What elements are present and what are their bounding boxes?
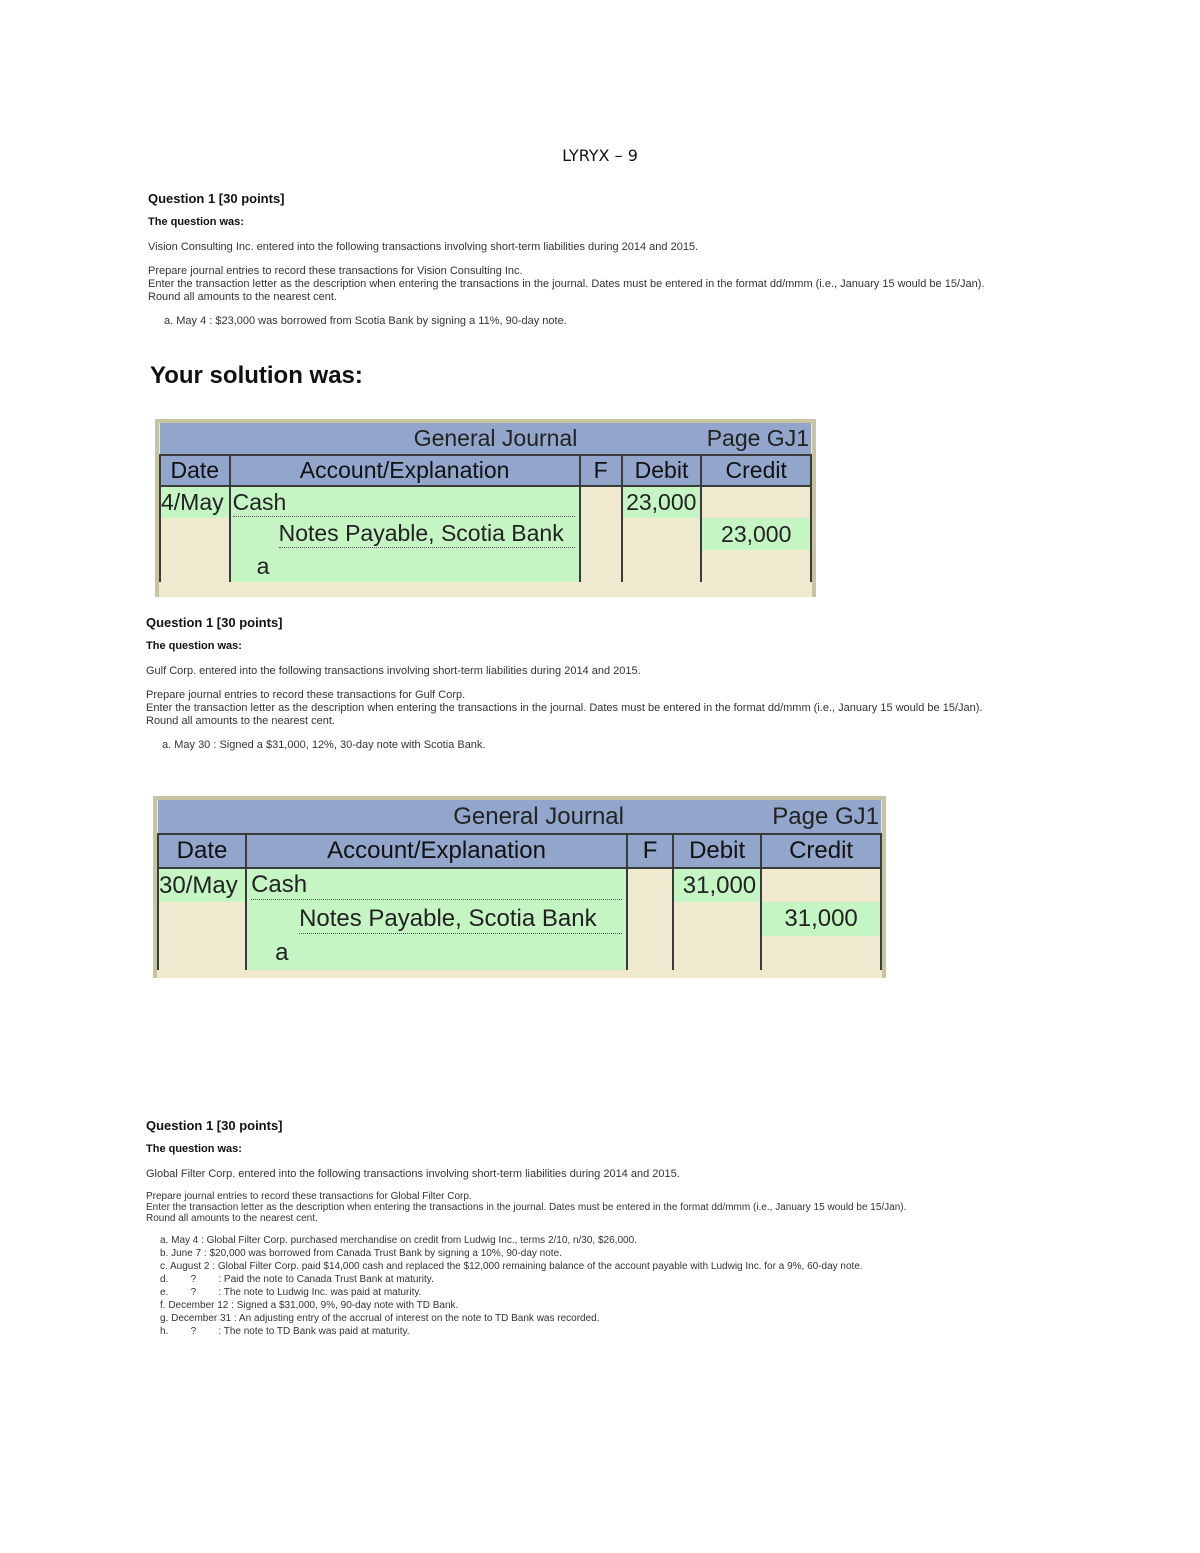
transaction-list	[148, 315, 984, 328]
list-item: a. May 30 : Signed a $31,000, 12%, 30-day note with Scotia Bank.	[162, 739, 486, 751]
column-header-f: F	[580, 455, 622, 486]
debit-cell[interactable]: 31,000	[673, 868, 761, 902]
date-cell[interactable]: 4/May	[160, 486, 230, 518]
table-row	[160, 486, 811, 518]
column-header-f: F	[627, 834, 673, 868]
credit-cell[interactable]: 23,000	[701, 518, 811, 550]
column-header-date: Date	[160, 455, 230, 486]
question-intro: Global Filter Corp. entered into the following transactions involving short-term liabilities during 2014 and 2015.	[146, 1168, 680, 1180]
account-cell[interactable]: Cash	[246, 868, 627, 902]
question-intro: Vision Consulting Inc. entered into the following transactions involving short-term liabilities during 2014 and 2015.	[148, 241, 699, 253]
question-heading: Question 1 [30 points]	[148, 191, 285, 206]
date-cell	[160, 518, 230, 550]
column-header-credit: Credit	[701, 455, 811, 486]
question-instructions: Prepare journal entries to record these transactions for Vision Consulting Inc. Enter the transaction letter as the description when entering the transactions in the journal. Dates must be entered in the format dd/mmm (i.e., January 15 would be 15/Jan). Round all amounts to the nearest cent.	[148, 265, 985, 303]
column-header-debit: Debit	[673, 834, 761, 868]
transaction-list	[146, 739, 982, 752]
table-row	[158, 902, 881, 936]
credit-cell[interactable]: 31,000	[761, 902, 881, 936]
question-instructions: Prepare journal entries to record these transactions for Gulf Corp. Enter the transaction letter as the description when entering the transactions in the journal. Dates must be entered in the format dd/mmm (i.e., January 15 would be 15/Jan). Round all amounts to the nearest cent.	[146, 689, 983, 727]
list-item: f. December 12 : Signed a $31,000, 9%, 90-day note with TD Bank.	[160, 1300, 459, 1311]
general-journal-2	[153, 796, 886, 978]
account-cell[interactable]: Notes Payable, Scotia Bank	[230, 518, 580, 550]
general-journal-1	[155, 419, 816, 597]
credit-cell	[761, 936, 881, 970]
debit-cell	[622, 550, 702, 582]
list-item: e. ? : The note to Ludwig Inc. was paid at maturity.	[160, 1287, 422, 1298]
date-cell	[160, 550, 230, 582]
list-item: d. ? : Paid the note to Canada Trust Bank at maturity.	[160, 1274, 434, 1285]
debit-cell	[673, 902, 761, 936]
question-subheading: The question was:	[146, 1143, 242, 1155]
column-header-date: Date	[158, 834, 246, 868]
date-cell	[158, 936, 246, 970]
date-cell	[158, 902, 246, 936]
account-cell[interactable]: Notes Payable, Scotia Bank	[246, 902, 627, 936]
question-block-2	[146, 615, 982, 752]
f-cell	[627, 936, 673, 970]
transaction-list	[146, 1234, 906, 1338]
question-subheading: The question was:	[148, 216, 244, 228]
table-row	[158, 936, 881, 970]
solution-title: Your solution was:	[150, 362, 363, 389]
page-title: LYRYX – 9	[562, 146, 638, 165]
debit-cell	[622, 518, 702, 550]
credit-cell	[701, 550, 811, 582]
column-header-account: Account/Explanation	[230, 455, 580, 486]
journal-title: General Journal	[246, 800, 761, 834]
column-header-account: Account/Explanation	[246, 834, 627, 868]
question-heading: Question 1 [30 points]	[146, 1118, 283, 1133]
description-cell[interactable]: a	[230, 550, 580, 582]
list-item: a. May 4 : $23,000 was borrowed from Scotia Bank by signing a 11%, 90-day note.	[164, 315, 567, 327]
question-intro: Gulf Corp. entered into the following transactions involving short-term liabilities during 2014 and 2015.	[146, 665, 641, 677]
column-header-credit: Credit	[761, 834, 881, 868]
credit-cell	[761, 868, 881, 902]
list-item: g. December 31 : An adjusting entry of the accrual of interest on the note to TD Bank was recorded.	[160, 1313, 600, 1324]
f-cell	[580, 550, 622, 582]
table-row	[160, 518, 811, 550]
f-cell	[580, 486, 622, 518]
question-block-3	[146, 1118, 906, 1338]
question-instructions: Prepare journal entries to record these transactions for Global Filter Corp. Enter the transaction letter as the description when entering the transactions in the journal. Dates must be entered in the format dd/mmm (i.e., January 15 would be 15/Jan). Round all amounts to the nearest cent.	[146, 1191, 907, 1224]
journal-page-label: Page GJ1	[761, 800, 881, 834]
description-cell[interactable]: a	[246, 936, 627, 970]
list-item: a. May 4 : Global Filter Corp. purchased merchandise on credit from Ludwig Inc., terms 2/10, n/30, $26,000.	[160, 1235, 637, 1246]
debit-cell[interactable]: 23,000	[622, 486, 702, 518]
credit-cell	[701, 486, 811, 518]
question-subheading: The question was:	[146, 640, 242, 652]
table-row	[158, 868, 881, 902]
list-item: h. ? : The note to TD Bank was paid at maturity.	[160, 1326, 410, 1337]
debit-cell	[673, 936, 761, 970]
f-cell	[580, 518, 622, 550]
table-row	[160, 550, 811, 582]
account-cell[interactable]: Cash	[230, 486, 580, 518]
journal-page-label: Page GJ1	[701, 423, 811, 455]
question-heading: Question 1 [30 points]	[146, 615, 283, 630]
question-block-1	[148, 191, 984, 328]
list-item: c. August 2 : Global Filter Corp. paid $14,000 cash and replaced the $12,000 remaining balance of the account payable with Ludwig Inc. for a 9%, 60-day note.	[160, 1261, 863, 1272]
list-item: b. June 7 : $20,000 was borrowed from Canada Trust Bank by signing a 10%, 90-day note.	[160, 1248, 562, 1259]
f-cell	[627, 868, 673, 902]
f-cell	[627, 902, 673, 936]
column-header-debit: Debit	[622, 455, 702, 486]
journal-title: General Journal	[230, 423, 702, 455]
date-cell[interactable]: 30/May	[158, 868, 246, 902]
